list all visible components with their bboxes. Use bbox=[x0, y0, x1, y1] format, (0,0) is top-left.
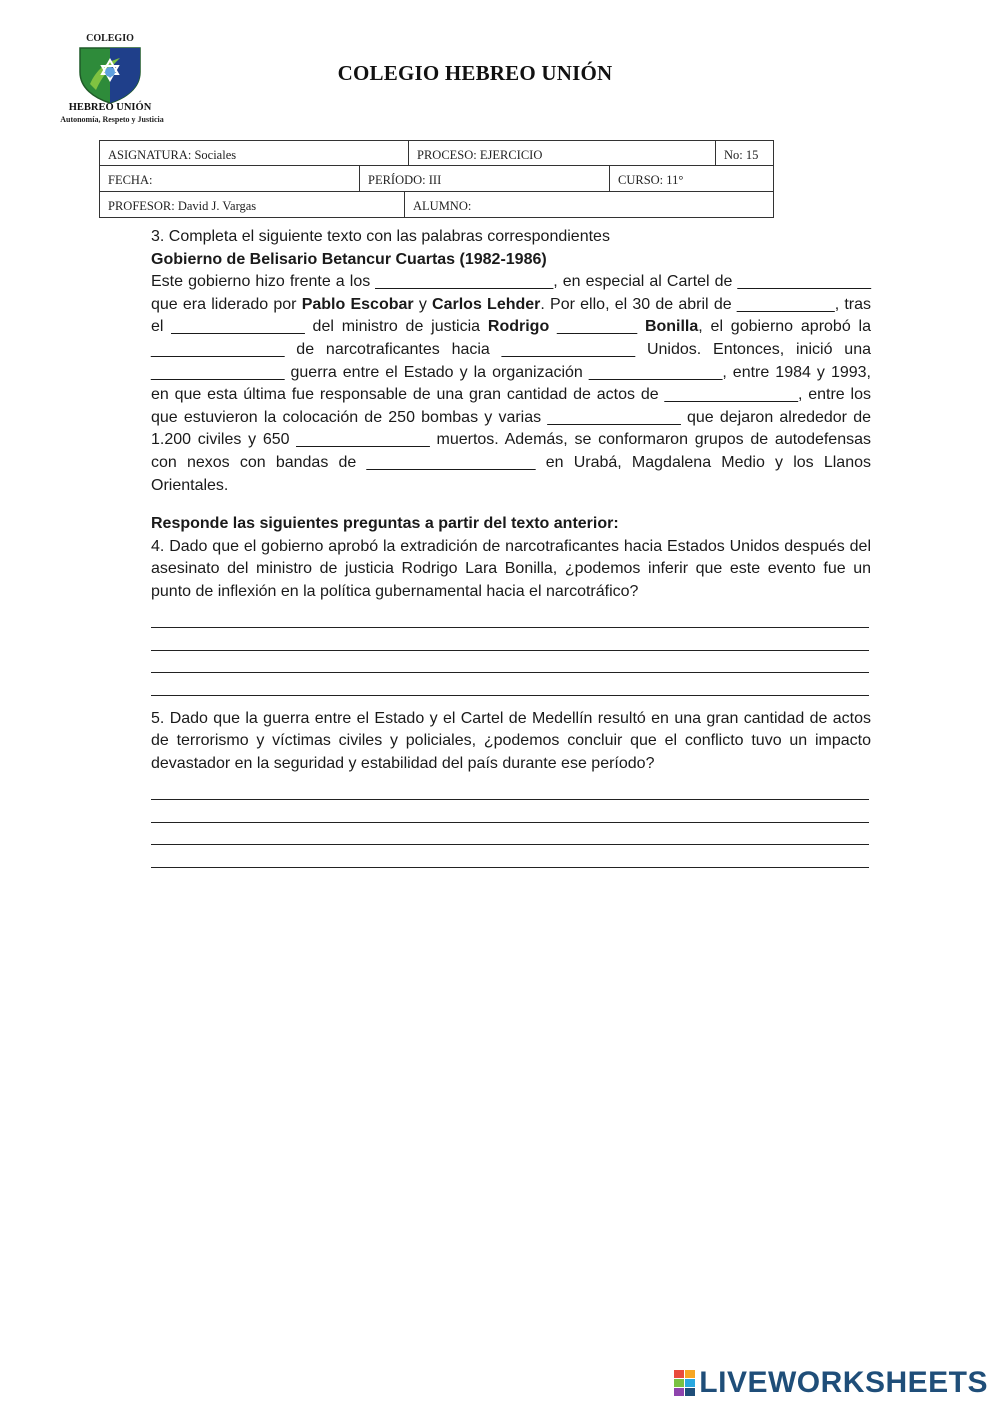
profesor-cell: PROFESOR: David J. Vargas bbox=[108, 199, 257, 213]
question-4-answer-area bbox=[151, 606, 871, 696]
answer-line[interactable] bbox=[151, 606, 869, 629]
info-row-1 bbox=[99, 140, 774, 166]
exercise-3-instruction: 3. Completa el siguiente texto con las palabras correspondientes bbox=[151, 228, 610, 245]
name-pablo-escobar: Pablo Escobar bbox=[301, 295, 414, 313]
page-title: COLEGIO HEBREO UNIÓN bbox=[337, 61, 613, 85]
paragraph-part-5: , el gobierno aprobó la _______________ de narcotraficantes hacia _______________ Unidos. Entonces, inició una _______________ guerra entre el Estado y la organización _______________, entre 1984 y 1993, en que esta última fue responsable de una gran cantidad de actos de _______________, entre los que estuvieron la colocación de 250 bombas y varias _______________ que dejaron alrededor de 1.200 civiles y 650 _______________ muertos. Además, se conformaron grupos de autodefensas con nexos con bandas de ___________________ en Urabá, Magdalena Medio y los Llanos Orientales. bbox=[151, 318, 871, 494]
spacer bbox=[151, 497, 871, 513]
questions-heading: Responde las siguientes preguntas a partir del texto anterior: bbox=[151, 515, 619, 533]
logo-motto: Autonomía, Respeto y Justicia bbox=[60, 115, 164, 124]
question-5: 5. Dado que la guerra entre el Estado y el Cartel de Medellín resultó en una gran cantidad de actos de terrorismo y víctimas civiles y policiales, ¿podemos concluir que el conflicto tuvo un impacto devastador en la seguridad y estabilidad del país durante ese período? bbox=[151, 709, 871, 773]
name-bonilla: Bonilla bbox=[644, 318, 699, 336]
answer-line[interactable] bbox=[151, 778, 869, 801]
answer-line[interactable] bbox=[151, 823, 869, 846]
paragraph-part-1: Este gobierno hizo frente a los ____________________, en especial al Cartel de _______________ que era liderado por bbox=[151, 273, 871, 313]
liveworksheets-watermark bbox=[674, 1366, 988, 1400]
name-rodrigo: Rodrigo bbox=[487, 318, 550, 336]
answer-line[interactable] bbox=[151, 800, 869, 823]
liveworksheets-brand: LIVEWORKSHEETS bbox=[699, 1366, 988, 1399]
paragraph-part-2: y bbox=[413, 295, 433, 313]
answer-line[interactable] bbox=[151, 673, 869, 696]
spacer bbox=[151, 696, 871, 708]
logo-top-text: COLEGIO bbox=[86, 33, 134, 44]
fecha-cell[interactable]: FECHA: bbox=[108, 173, 153, 187]
paragraph-part-4: _________ bbox=[549, 318, 645, 336]
info-table bbox=[99, 140, 774, 218]
numero-cell: No: 15 bbox=[715, 141, 773, 165]
answer-line[interactable] bbox=[151, 845, 869, 868]
alumno-cell[interactable]: ALUMNO: bbox=[404, 192, 773, 217]
question-5-answer-area bbox=[151, 778, 871, 868]
exercise-3-paragraph bbox=[151, 271, 871, 497]
worksheet-content bbox=[151, 226, 871, 868]
answer-line[interactable] bbox=[151, 628, 869, 651]
logo-school-name: HEBREO UNIÓN bbox=[68, 102, 152, 113]
exercise-3-heading: Gobierno de Belisario Betancur Cuartas (1982-1986) bbox=[151, 250, 547, 268]
proceso-cell: PROCESO: EJERCICIO bbox=[408, 141, 715, 165]
answer-line[interactable] bbox=[151, 651, 869, 674]
paragraph-part-3: . Por ello, el 30 de abril de ___________, tras el _______________ del ministro de justicia bbox=[151, 295, 872, 336]
name-carlos-lehder: Carlos Lehder bbox=[432, 295, 541, 313]
periodo-cell: PERÍODO: III bbox=[359, 166, 609, 191]
curso-cell: CURSO: 11° bbox=[609, 166, 773, 191]
info-row-2 bbox=[99, 166, 774, 192]
liveworksheets-logo-icon bbox=[674, 1370, 695, 1396]
asignatura-cell: ASIGNATURA: Sociales bbox=[108, 148, 237, 162]
question-4: 4. Dado que el gobierno aprobó la extradición de narcotraficantes hacia Estados Unidos después del asesinato del ministro de justicia Rodrigo Lara Bonilla, ¿podemos inferir que este evento fue un punto de inflexión en la política gubernamental hacia el narcotráfico? bbox=[151, 537, 871, 600]
info-row-3 bbox=[99, 192, 774, 218]
